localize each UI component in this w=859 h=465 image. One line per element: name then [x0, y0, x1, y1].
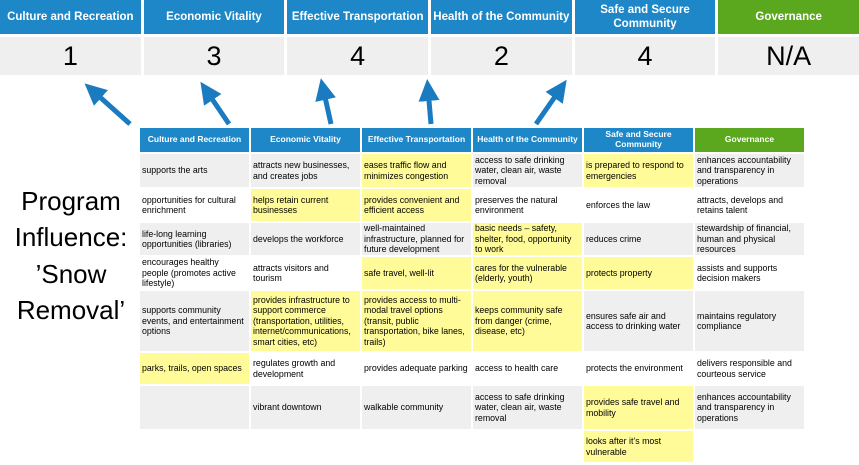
matrix-header-culture-and-recreation: Culture and Recreation	[140, 128, 249, 152]
matrix-cell: supports the arts	[140, 154, 249, 187]
matrix-cell-highlighted: provides safe travel and mobility	[584, 386, 693, 429]
matrix-cell: vibrant downtown	[251, 386, 360, 429]
matrix-cell-highlighted: looks after it’s most vulnerable	[584, 431, 693, 462]
priority-header-culture-and-recreation: Culture and Recreation	[0, 0, 141, 34]
priority-header-governance: Governance	[718, 0, 859, 34]
matrix-cell: reduces crime	[584, 223, 693, 255]
matrix-header-economic-vitality: Economic Vitality	[251, 128, 360, 152]
up-arrow-icon	[323, 88, 331, 124]
matrix-cell: regulates growth and development	[251, 353, 360, 384]
matrix-cell: attracts new businesses, and creates jobs	[251, 154, 360, 187]
matrix-cell-highlighted: safe travel, well-lit	[362, 257, 471, 289]
matrix-cell	[473, 431, 582, 462]
up-arrow-icon	[428, 89, 431, 124]
matrix-cell: attracts visitors and tourism	[251, 257, 360, 289]
priority-score-health-of-the-community: 2	[431, 37, 572, 75]
matrix-cell: access to safe drinking water, clean air, waste removal	[473, 386, 582, 429]
matrix-cell: supports community events, and entertainment options	[140, 291, 249, 351]
matrix-cell-highlighted: provides access to multi-modal travel options (transit, public transportation, bike lanes, trails)	[362, 291, 471, 351]
matrix-cell	[140, 431, 249, 462]
matrix-header-governance: Governance	[695, 128, 804, 152]
matrix-cell-highlighted: cares for the vulnerable (elderly, youth)	[473, 257, 582, 289]
matrix-cell: provides adequate parking	[362, 353, 471, 384]
matrix-cell-highlighted: protects property	[584, 257, 693, 289]
matrix-cell	[140, 386, 249, 429]
matrix-cell-highlighted: basic needs – safety, shelter, food, opportunity to work	[473, 223, 582, 255]
up-arrow-icon	[206, 90, 229, 124]
matrix-cell: access to health care	[473, 353, 582, 384]
matrix-cell: opportunities for cultural enrichment	[140, 189, 249, 221]
matrix-cell: life-long learning opportunities (libraries)	[140, 223, 249, 255]
matrix-cell: develops the workforce	[251, 223, 360, 255]
up-arrow-icon	[536, 88, 561, 124]
scoreboard-score-row	[0, 37, 859, 75]
matrix-cell: maintains regulatory compliance	[695, 291, 804, 351]
priority-header-health-of-the-community: Health of the Community	[431, 0, 572, 34]
priority-score-governance: N/A	[718, 37, 859, 75]
influence-matrix	[140, 128, 804, 462]
scoreboard-header-row	[0, 0, 859, 34]
matrix-cell: protects the environment	[584, 353, 693, 384]
matrix-cell: access to safe drinking water, clean air, waste removal	[473, 154, 582, 187]
matrix-cell-highlighted: helps retain current businesses	[251, 189, 360, 221]
matrix-cell: assists and supports decision makers	[695, 257, 804, 289]
matrix-cell-highlighted: provides infrastructure to support commerce (transportation, utilities, internet/communications, smart cities, etc)	[251, 291, 360, 351]
priority-score-economic-vitality: 3	[144, 37, 285, 75]
matrix-cell-highlighted: keeps community safe from danger (crime, disease, etc)	[473, 291, 582, 351]
matrix-cell: walkable community	[362, 386, 471, 429]
matrix-cell	[362, 431, 471, 462]
matrix-cell: stewardship of financial, human and physical resources	[695, 223, 804, 255]
matrix-cell: delivers responsible and courteous service	[695, 353, 804, 384]
matrix-cell: enhances accountability and transparency in operations	[695, 386, 804, 429]
matrix-cell	[251, 431, 360, 462]
matrix-cell	[695, 431, 804, 462]
priority-score-culture-and-recreation: 1	[0, 37, 141, 75]
matrix-cell-highlighted: provides convenient and efficient access	[362, 189, 471, 221]
priority-header-effective-transportation: Effective Transportation	[287, 0, 428, 34]
priority-score-safe-and-secure-community: 4	[575, 37, 716, 75]
priority-score-effective-transportation: 4	[287, 37, 428, 75]
matrix-header-safe-and-secure-community: Safe and Secure Community	[584, 128, 693, 152]
priority-header-economic-vitality: Economic Vitality	[144, 0, 285, 34]
program-title-line1: Program Influence:	[14, 186, 128, 253]
matrix-cell: enhances accountability and transparency in operations	[695, 154, 804, 187]
matrix-cell: ensures safe air and access to drinking water	[584, 291, 693, 351]
matrix-cell: preserves the natural environment	[473, 189, 582, 221]
up-arrows	[0, 76, 859, 128]
matrix-cell: attracts, develops and retains talent	[695, 189, 804, 221]
priority-header-safe-and-secure-community: Safe and Secure Community	[575, 0, 716, 34]
matrix-cell: well-maintained infrastructure, planned for future development	[362, 223, 471, 255]
matrix-cell-highlighted: parks, trails, open spaces	[140, 353, 249, 384]
program-title-line2: ’Snow Removal’	[16, 258, 126, 326]
matrix-cell-highlighted: is prepared to respond to emergencies	[584, 154, 693, 187]
matrix-header-health-of-the-community: Health of the Community	[473, 128, 582, 152]
program-title	[0, 183, 142, 329]
matrix-cell-highlighted: eases traffic flow and minimizes congestion	[362, 154, 471, 187]
up-arrow-icon	[92, 90, 130, 124]
matrix-cell: enforces the law	[584, 189, 693, 221]
matrix-cell: encourages healthy people (promotes active lifestyle)	[140, 257, 249, 289]
matrix-header-effective-transportation: Effective Transportation	[362, 128, 471, 152]
